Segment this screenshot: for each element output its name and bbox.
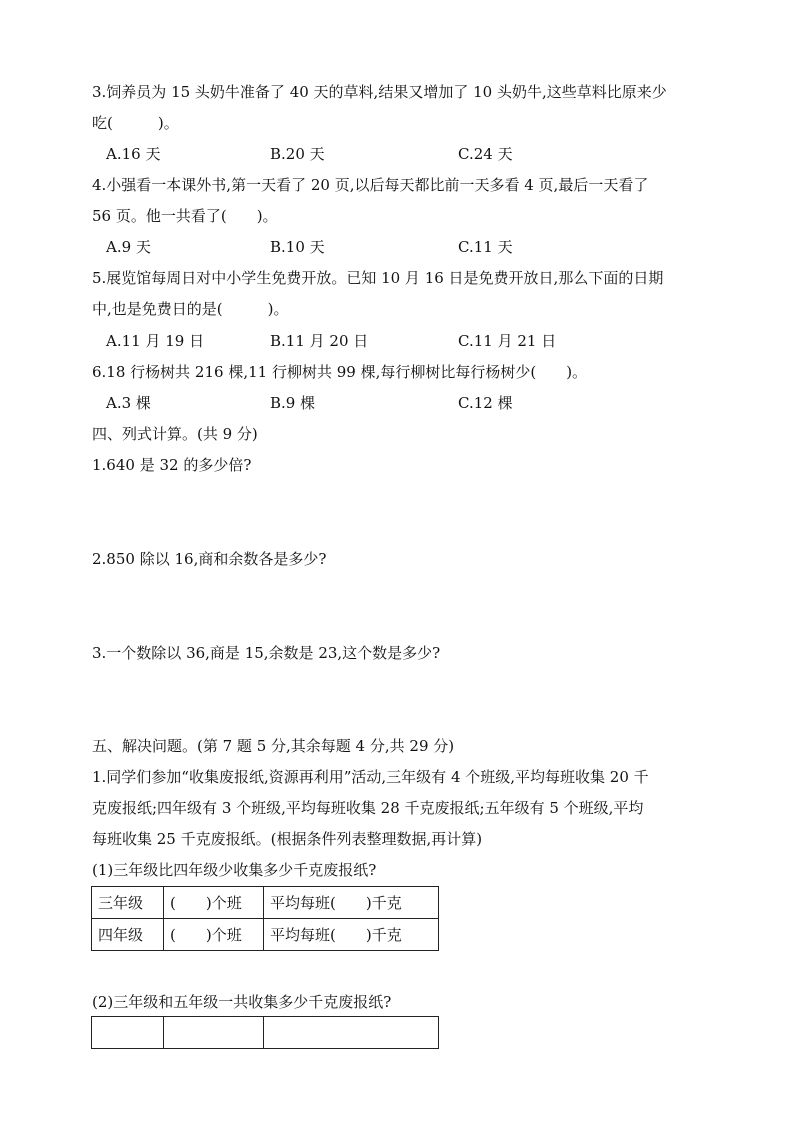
- q3-line1: 3.饲养员为 15 头奶牛准备了 40 天的草料,结果又增加了 10 头奶牛,这些草料比原来少: [92, 83, 667, 101]
- q5-option-c: C.11 月 21 日: [458, 332, 557, 350]
- q5-option-a: A.11 月 19 日: [106, 332, 205, 350]
- table-row: [92, 1017, 439, 1049]
- table-cell[interactable]: [92, 1017, 164, 1049]
- section5-sub2: (2)三年级和五年级一共收集多少千克废报纸?: [92, 993, 392, 1011]
- section4-item-1: 1.640 是 32 的多少倍?: [92, 456, 252, 474]
- q5-option-b: B.11 月 20 日: [270, 332, 369, 350]
- q4-line1: 4.小强看一本课外书,第一天看了 20 页,以后每天都比前一天多看 4 页,最后一天看了: [92, 176, 649, 194]
- section5-sub1: (1)三年级比四年级少收集多少千克废报纸?: [92, 861, 377, 879]
- table-grade-comparison: [91, 886, 439, 951]
- q3-line2: 吃( )。: [92, 114, 179, 132]
- table-cell: 四年级: [92, 919, 164, 951]
- table-row: [92, 919, 439, 951]
- table-cell[interactable]: [264, 1017, 439, 1049]
- table-cell[interactable]: [164, 1017, 264, 1049]
- q5-line1: 5.展览馆每周日对中小学生免费开放。已知 10 月 16 日是免费开放日,那么下面的日期: [92, 269, 664, 287]
- section5-problem1-line3: 每班收集 25 千克废报纸。(根据条件列表整理数据,再计算): [92, 830, 483, 848]
- q6-line1: 6.18 行杨树共 216 棵,11 行柳树共 99 棵,每行柳树比每行杨树少( )。: [92, 363, 588, 381]
- q3-option-a: A.16 天: [106, 145, 161, 163]
- table-cell[interactable]: 平均每班( )千克: [264, 887, 439, 919]
- table-cell[interactable]: ( )个班: [164, 887, 264, 919]
- section4-item-2: 2.850 除以 16,商和余数各是多少?: [92, 550, 327, 568]
- q6-option-a: A.3 棵: [106, 394, 151, 412]
- section5-problem1-line2: 克废报纸;四年级有 3 个班级,平均每班收集 28 千克废报纸;五年级有 5 个班级,平均: [92, 799, 644, 817]
- section5-heading: 五、解决问题。(第 7 题 5 分,其余每题 4 分,共 29 分): [92, 737, 455, 755]
- q5-line2: 中,也是免费日的是( )。: [92, 300, 289, 318]
- q4-option-a: A.9 天: [106, 238, 151, 256]
- table-cell: 三年级: [92, 887, 164, 919]
- table-row: [92, 887, 439, 919]
- section5-problem1-line1: 1.同学们参加“收集废报纸,资源再利用”活动,三年级有 4 个班级,平均每班收集 20 千: [92, 768, 649, 786]
- q6-option-c: C.12 棵: [458, 394, 513, 412]
- table-cell[interactable]: 平均每班( )千克: [264, 919, 439, 951]
- section4-heading: 四、列式计算。(共 9 分): [92, 425, 258, 443]
- q3-option-c: C.24 天: [458, 145, 513, 163]
- q4-option-c: C.11 天: [458, 238, 513, 256]
- q4-option-b: B.10 天: [270, 238, 325, 256]
- table-blank: [91, 1016, 439, 1049]
- q4-line2: 56 页。他一共看了( )。: [92, 207, 278, 225]
- table-cell[interactable]: ( )个班: [164, 919, 264, 951]
- q3-option-b: B.20 天: [270, 145, 325, 163]
- q6-option-b: B.9 棵: [270, 394, 316, 412]
- section4-item-3: 3.一个数除以 36,商是 15,余数是 23,这个数是多少?: [92, 644, 441, 662]
